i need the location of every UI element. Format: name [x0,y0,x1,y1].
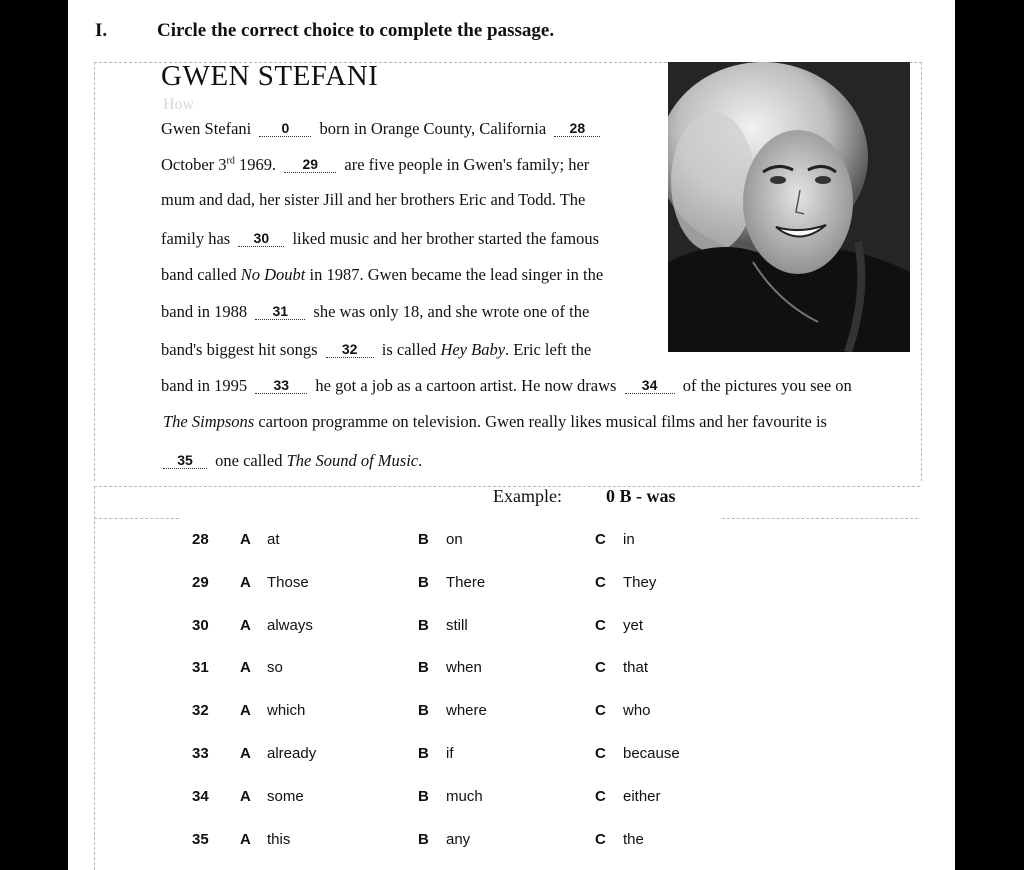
passage-text: band in 1995 [161,376,248,395]
option-a[interactable]: so [267,659,283,676]
passage-text: 1969. [234,155,277,174]
question-number: 35 [192,831,209,848]
passage-line-2 [161,155,589,175]
worksheet-page [68,0,955,870]
gap-0[interactable]: 0 [259,120,311,137]
show-title: The Simpsons [163,412,255,431]
option-letter-c: C [595,702,606,719]
option-letter-b: B [418,574,429,591]
option-a[interactable]: this [267,831,291,848]
section-number: I. [95,20,108,41]
passage-text: family has [161,229,231,248]
passage-text: in 1987. Gwen became the lead singer in the [305,265,604,284]
option-letter-b: B [418,659,429,676]
gap-31[interactable]: 31 [255,303,305,320]
option-a[interactable]: Those [267,574,309,591]
passage-title: GWEN STEFANI [161,60,379,92]
passage-line-1 [161,119,604,139]
option-a[interactable]: always [267,617,313,634]
option-letter-a: A [240,745,251,762]
option-c[interactable]: either [623,788,661,805]
option-c[interactable]: who [623,702,651,719]
gap-32[interactable]: 32 [326,341,374,358]
option-letter-c: C [595,617,606,634]
gap-34[interactable]: 34 [625,377,675,394]
gap-33[interactable]: 33 [255,377,307,394]
passage-text: band's biggest hit songs [161,340,318,359]
passage-line-6 [161,302,589,322]
question-number: 29 [192,574,209,591]
passage-text: band called [161,265,241,284]
option-letter-a: A [240,788,251,805]
example-answer: 0 B - was [606,486,676,506]
passage-line-8 [161,376,852,396]
divider-right [722,518,918,519]
gap-29[interactable]: 29 [284,156,336,173]
passage-text: of the pictures you see on [682,376,852,395]
option-b[interactable]: any [446,831,471,848]
portrait-image [668,62,910,352]
option-letter-c: C [595,745,606,762]
option-letter-c: C [595,574,606,591]
option-b[interactable]: on [446,531,463,548]
passage-text: is called [381,340,441,359]
passage-text: band in 1988 [161,302,248,321]
option-letter-c: C [595,531,606,548]
gap-35[interactable]: 35 [163,452,207,469]
option-letter-c: C [595,831,606,848]
band-name: No Doubt [240,265,306,284]
question-number: 30 [192,617,209,634]
option-letter-b: B [418,745,429,762]
ordinal-suffix: rd [226,155,235,167]
option-letter-b: B [418,531,429,548]
option-letter-a: A [240,617,251,634]
passage-text: . Eric left the [505,340,592,359]
question-number: 34 [192,788,209,805]
option-c[interactable]: that [623,659,649,676]
passage-text: cartoon programme on television. Gwen really likes musical films and her favourite is [254,412,827,431]
passage-text: born in Orange County, California [319,119,547,138]
section-instruction: Circle the correct choice to complete the passage. [157,20,555,41]
option-letter-b: B [418,831,429,848]
option-a[interactable]: which [267,702,306,719]
option-c[interactable]: in [623,531,635,548]
question-number: 32 [192,702,209,719]
example-label: Example: [493,486,562,506]
option-c[interactable]: the [623,831,644,848]
question-number: 31 [192,659,209,676]
passage-text: October 3 [161,155,227,174]
option-b[interactable]: when [446,659,482,676]
option-letter-a: A [240,659,251,676]
option-b[interactable]: if [446,745,454,762]
passage-line-10 [163,451,422,471]
option-letter-a: A [240,531,251,548]
question-number: 28 [192,531,209,548]
option-letter-b: B [418,788,429,805]
passage-line-4 [161,229,599,249]
passage-text: liked music and her brother started the famous [292,229,599,248]
song-title: Hey Baby [440,340,506,359]
option-letter-c: C [595,788,606,805]
question-number: 33 [192,745,209,762]
passage-line-9 [163,412,827,432]
passage-line-3 [161,190,585,210]
gwen-stefani-photo [668,62,910,352]
option-c[interactable]: They [623,574,657,591]
option-letter-c: C [595,659,606,676]
passage-text: mum and dad, her sister Jill and her brothers Eric and Todd. The [161,190,586,209]
passage-line-5 [161,265,603,285]
option-letter-a: A [240,831,251,848]
option-letter-b: B [418,702,429,719]
option-b[interactable]: where [446,702,487,719]
film-title: The Sound of Music [286,451,419,470]
passage-text: she was only 18, and she wrote one of the [313,302,590,321]
divider-left [94,518,179,519]
passage-line-7 [161,340,591,360]
option-letter-a: A [240,702,251,719]
passage-text: . [418,451,423,470]
option-c[interactable]: yet [623,617,644,634]
option-c[interactable]: because [623,745,680,762]
option-a[interactable]: already [267,745,317,762]
gap-30[interactable]: 30 [238,230,284,247]
option-letter-a: A [240,574,251,591]
option-letter-b: B [418,617,429,634]
option-b[interactable]: still [446,617,468,634]
passage-text: one called [215,451,287,470]
gap-28[interactable]: 28 [554,120,600,137]
option-b[interactable]: There [446,574,486,591]
passage-text: Gwen Stefani [161,119,252,138]
option-b[interactable]: much [446,788,483,805]
faint-ghost-text: How [163,96,195,113]
passage-text: are five people in Gwen's family; her [344,155,590,174]
option-a[interactable]: some [267,788,304,805]
option-a[interactable]: at [267,531,280,548]
passage-text: he got a job as a cartoon artist. He now draws [315,376,617,395]
left-border [94,486,95,870]
